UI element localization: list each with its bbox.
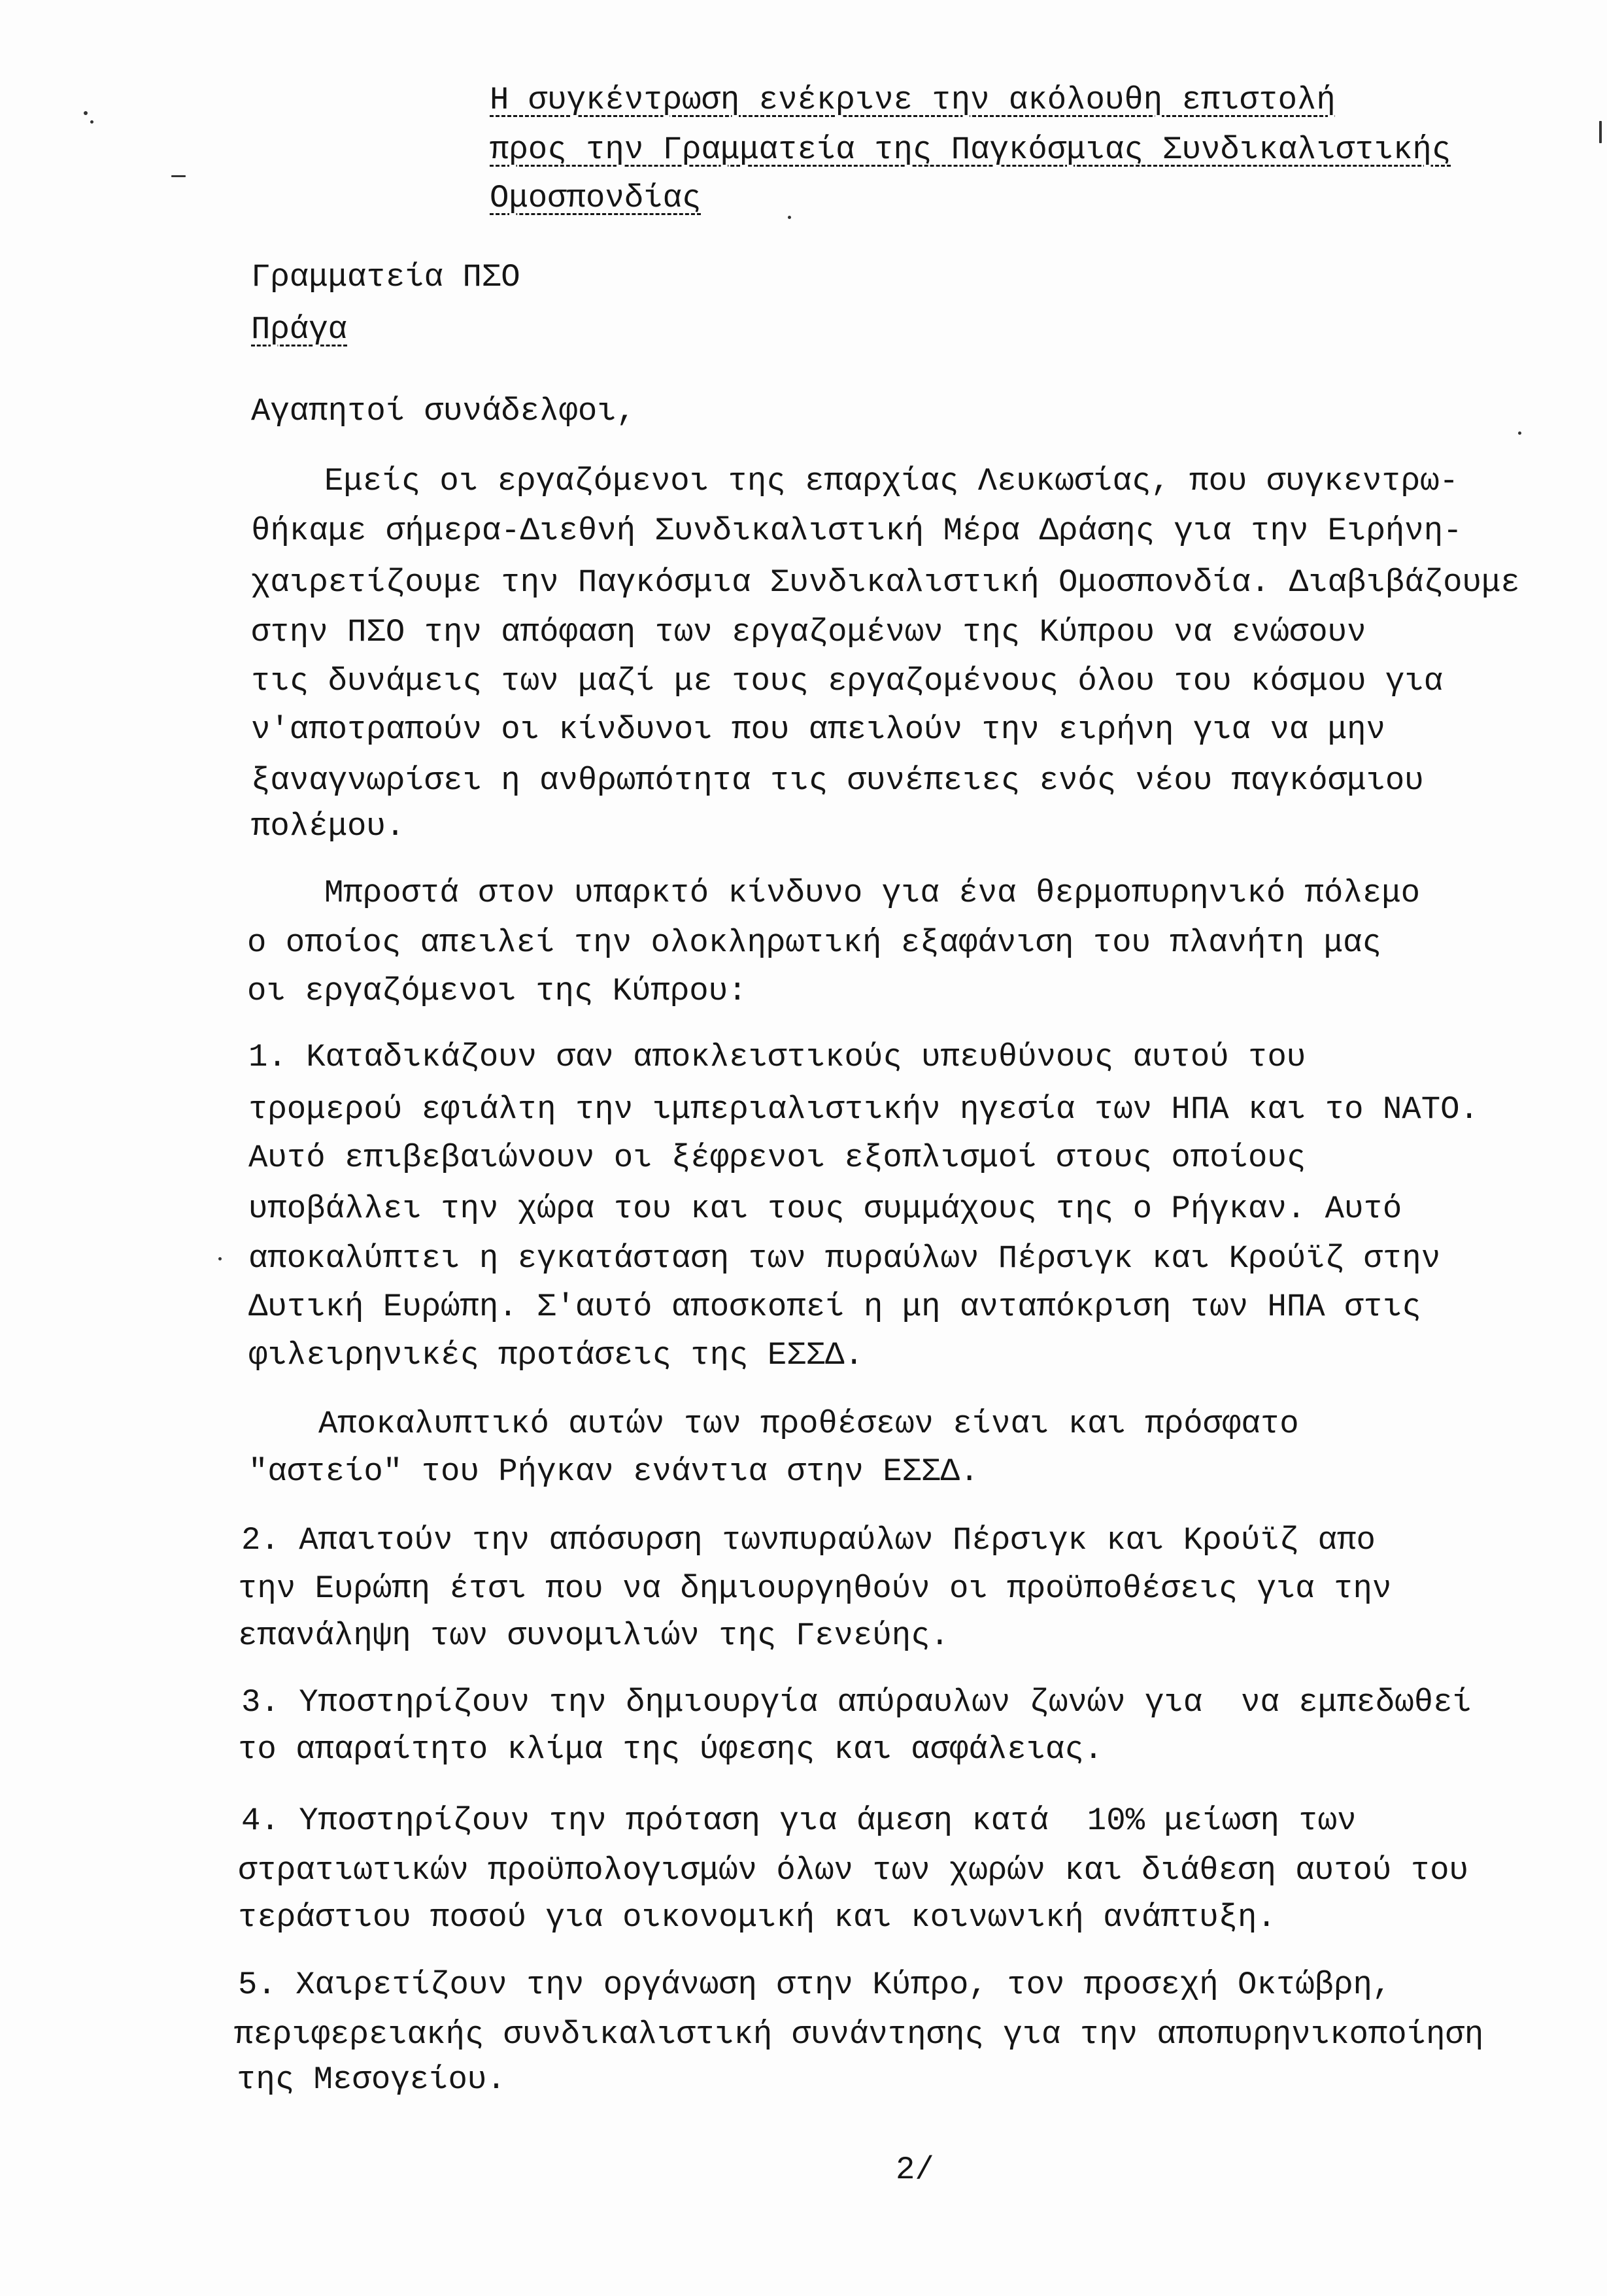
point-1-line: αποκαλύπτει η εγκατάσταση των πυραύλων Πέρσιγκ και Κρούϊζ στην (248, 1240, 1441, 1277)
point-4-line: στρατιωτικών προϋπολογισμών όλων των χωρών και διάθεση αυτού του (238, 1852, 1468, 1889)
context-paragraph-line: οι εργαζόμενοι της Κύπρου: (247, 973, 747, 1009)
page-continuation-marker: 2/ (896, 2152, 934, 2188)
intro-paragraph-line: τις δυνάμεις των μαζί με τους εργαζομένους όλου του κόσμου για (251, 663, 1444, 700)
heading-line: προς την Γραμματεία της Παγκόσμιας Συνδικαλιστικής (490, 131, 1451, 168)
intro-paragraph-line: πολέμου. (251, 808, 405, 845)
intro-paragraph-line: θήκαμε σήμερα-Διεθνή Συνδικαλιστική Μέρα Δράσης για την Ειρήνη- (251, 513, 1463, 549)
point-4-line: τεράστιου ποσού για οικονομική και κοινωνική ανάπτυξη. (238, 1899, 1276, 1936)
point-2-line: 2. Απαιτούν την απόσυρση τωνπυραύλων Πέρσιγκ και Κρούϊζ απο (241, 1522, 1376, 1559)
intro-paragraph-line: χαιρετίζουμε την Παγκόσμια Συνδικαλιστική Ομοσπονδία. Διαβιβάζουμε (251, 564, 1520, 601)
point-1-line: 1. Καταδικάζουν σαν αποκλειστικούς υπευθύνους αυτού του (248, 1039, 1306, 1075)
point-5-line: περιφερειακής συνδικαλιστική συνάντησης για την αποπυρηνικοποίηση (234, 2016, 1484, 2053)
scan-speck (788, 216, 791, 219)
intro-paragraph-line: ξαναγνωρίσει η ανθρωπότητα τις συνέπειες ενός νέου παγκόσμιου (251, 762, 1424, 799)
recipient-city: Πράγα (251, 311, 348, 348)
point-1-line: φιλειρηνικές προτάσεις της ΕΣΣΔ. (248, 1337, 864, 1374)
scan-speck (1599, 121, 1602, 143)
point-1-line: υποβάλλει την χώρα του και τους συμμάχους της ο Ρήγκαν. Αυτό (248, 1190, 1402, 1227)
scan-speck (218, 1257, 222, 1260)
intro-paragraph-line: στην ΠΣΟ την απόφαση των εργαζομένων της Κύπρου να ενώσουν (251, 614, 1366, 650)
intro-paragraph-line: ν'αποτραπούν οι κίνδυνοι που απειλούν την ειρήνη για να μην (251, 711, 1385, 748)
point-3-line: το απαραίτητο κλίμα της ύφεσης και ασφάλειας. (238, 1731, 1104, 1768)
point-3-line: 3. Υποστηρίζουν την δημιουργία απύραυλων ζωνών για να εμπεδωθεί (241, 1684, 1472, 1721)
intro-paragraph-line: Εμείς οι εργαζόμενοι της επαρχίας Λευκωσίας, που συγκεντρω- (324, 463, 1459, 499)
remark-paragraph-line: "αστείο" του Ρήγκαν ενάντια στην ΕΣΣΔ. (248, 1453, 979, 1490)
point-1-line: Αυτό επιβεβαιώνουν οι ξέφρενοι εξοπλισμοί στους οποίους (248, 1140, 1306, 1176)
point-4-line: 4. Υποστηρίζουν την πρόταση για άμεση κατά 10% μείωση των (241, 1802, 1357, 1839)
scan-speck (84, 111, 88, 115)
point-1-line: Δυτική Ευρώπη. Σ'αυτό αποσκοπεί η μη ανταπόκριση των ΗΠΑ στις (248, 1289, 1421, 1325)
recipient-name: Γραμματεία ΠΣΟ (251, 259, 520, 295)
salutation: Αγαπητοί συνάδελφοι, (251, 393, 636, 430)
point-1-line: τρομερού εφιάλτη την ιμπεριαλιστικήν ηγεσία των ΗΠΑ και το ΝΑΤΟ. (248, 1091, 1479, 1128)
context-paragraph-line: ο οποίος απειλεί την ολοκληρωτική εξαφάνιση του πλανήτη μας (247, 924, 1381, 961)
point-5-line: της Μεσογείου. (237, 2061, 506, 2098)
point-2-line: επανάληψη των συνομιλιών της Γενεύης. (238, 1617, 949, 1654)
scan-speck (1518, 431, 1521, 435)
scan-speck (90, 120, 93, 124)
point-5-line: 5. Χαιρετίζουν την οργάνωση στην Κύπρο, τον προσεχή Οκτώβρη, (238, 1967, 1392, 2003)
heading-line: Η συγκέντρωση ενέκρινε την ακόλουθη επιστολή (490, 82, 1336, 118)
scan-speck (171, 175, 186, 177)
point-2-line: την Ευρώπη έτσι που να δημιουργηθούν οι προϋποθέσεις για την (238, 1570, 1392, 1607)
context-paragraph-line: Μπροστά στον υπαρκτό κίνδυνο για ένα θερμοπυρηνικό πόλεμο (324, 875, 1421, 911)
heading-line: Ομοσπονδίας (490, 180, 702, 216)
remark-paragraph-line: Αποκαλυπτικό αυτών των προθέσεων είναι και πρόσφατο (318, 1406, 1299, 1442)
